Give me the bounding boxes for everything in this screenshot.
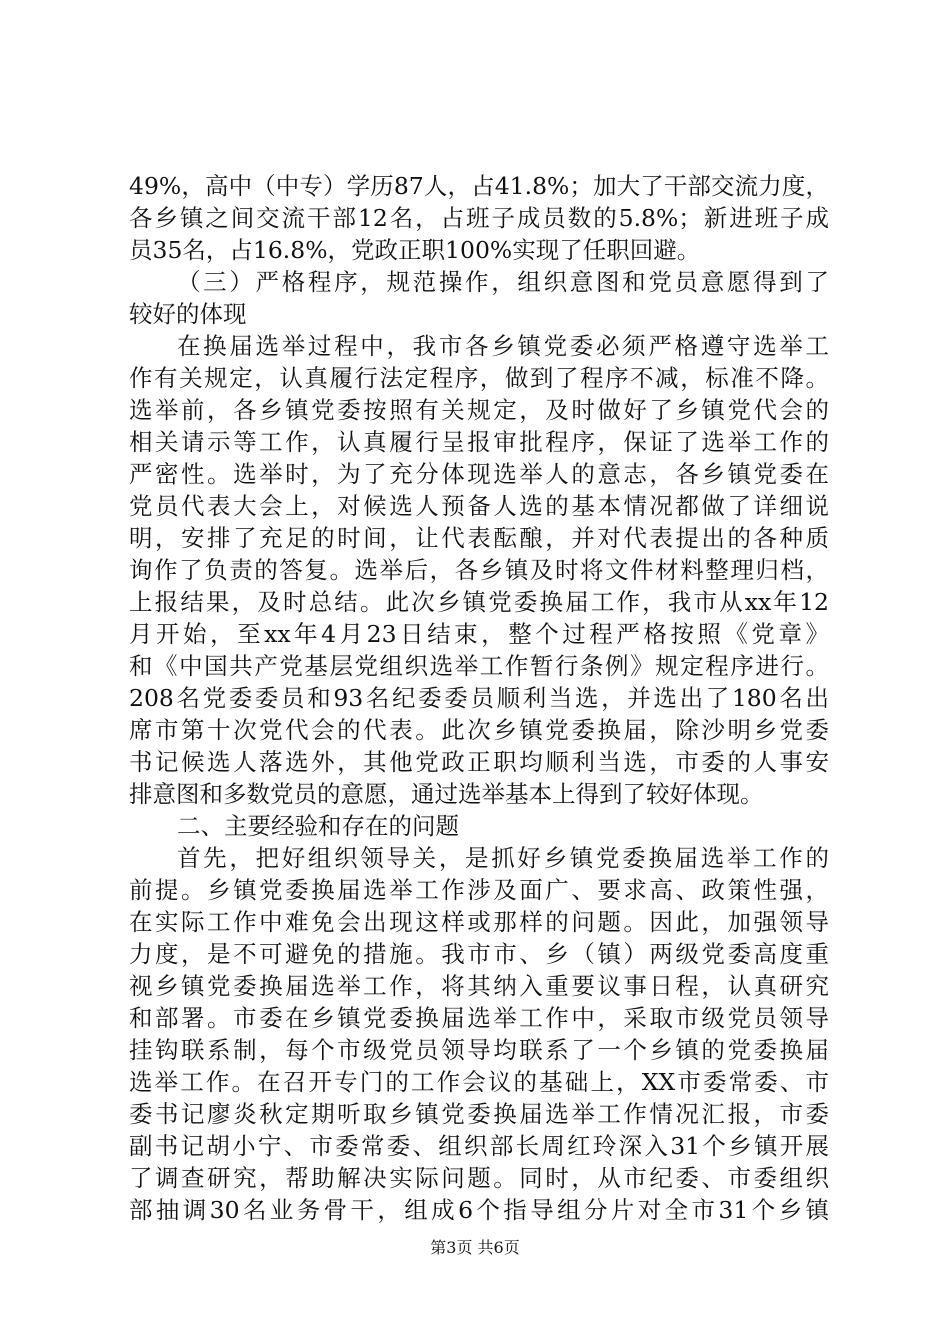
text-line: 选举工作。在召开专门的工作会议的基础上，XX市委常委、市	[129, 1068, 829, 1096]
text-line: 和部署。市委在乡镇党委换届选举工作中，采取市级党员领导	[129, 1004, 829, 1032]
text-line: 明，安排了充足的时间，让代表酝酿，并对代表提出的各种质	[129, 524, 829, 552]
text-line: 了调查研究，帮助解决实际问题。同时，从市纪委、市委组织	[129, 1164, 829, 1192]
text-line: 相关请示等工作，认真履行呈报审批程序，保证了选举工作的	[129, 428, 829, 456]
text-line: 选举前，各乡镇党委按照有关规定，及时做好了乡镇党代会的	[129, 396, 829, 424]
text-line: 党员代表大会上，对候选人预备人选的基本情况都做了详细说	[129, 492, 829, 520]
text-line: 208名党委委员和93名纪委委员顺利当选，并选出了180名出	[129, 684, 829, 712]
text-line: 各乡镇之间交流干部12名，占班子成员数的5.8%；新进班子成	[129, 204, 829, 232]
page-number-footer: 第3页 共6页	[430, 1238, 520, 1257]
section-heading-line: （三）严格程序，规范操作，组织意图和党员意愿得到了	[177, 268, 829, 296]
text-line: 上报结果，及时总结。此次乡镇党委换届工作，我市从xx年12	[129, 588, 829, 616]
text-line: 书记候选人落选外，其他党政正职均顺利当选，市委的人事安	[129, 748, 829, 776]
text-line: 委书记廖炎秋定期听取乡镇党委换届选举工作情况汇报，市委	[129, 1100, 829, 1128]
text-line: 副书记胡小宁、市委常委、组织部长周红玲深入31个乡镇开展	[129, 1132, 829, 1160]
text-line: 在换届选举过程中，我市各乡镇党委必须严格遵守选举工	[177, 332, 829, 360]
text-line: 作有关规定，认真履行法定程序，做到了程序不减，标准不降。	[129, 364, 829, 392]
document-body	[129, 170, 829, 1226]
text-line: 在实际工作中难免会出现这样或那样的问题。因此，加强领导	[129, 908, 829, 936]
text-line: 严密性。选举时，为了充分体现选举人的意志，各乡镇党委在	[129, 460, 829, 488]
text-line: 部抽调30名业务骨干，组成6个指导组分片对全市31个乡镇	[129, 1196, 829, 1224]
text-line: 力度，是不可避免的措施。我市市、乡（镇）两级党委高度重	[129, 940, 829, 968]
text-line: 月开始，至xx年4月23日结束，整个过程严格按照《党章》	[129, 620, 829, 648]
text-line: 挂钩联系制，每个市级党员领导均联系了一个乡镇的党委换届	[129, 1036, 829, 1064]
text-line: 席市第十次党代会的代表。此次乡镇党委换届，除沙明乡党委	[129, 716, 829, 744]
text-line: 前提。乡镇党委换届选举工作涉及面广、要求高、政策性强，	[129, 876, 829, 904]
text-line: 员35名，占16.8%，党政正职100%实现了任职回避。	[129, 236, 701, 264]
section-heading-line: 较好的体现	[129, 300, 247, 328]
text-line: 询作了负责的答复。选举后，各乡镇及时将文件材料整理归档，	[129, 556, 829, 584]
text-line: 视乡镇党委换届选举工作，将其纳入重要议事日程，认真研究	[129, 972, 829, 1000]
text-line: 首先，把好组织领导关，是抓好乡镇党委换届选举工作的	[177, 844, 829, 872]
section-heading-line: 二、主要经验和存在的问题	[177, 812, 459, 840]
text-line: 排意图和多数党员的意愿，通过选举基本上得到了较好体现。	[129, 780, 764, 808]
text-line: 49%，高中（中专）学历87人，占41.8%；加大了干部交流力度，	[129, 172, 829, 200]
text-line: 和《中国共产党基层党组织选举工作暂行条例》规定程序进行。	[129, 652, 829, 680]
